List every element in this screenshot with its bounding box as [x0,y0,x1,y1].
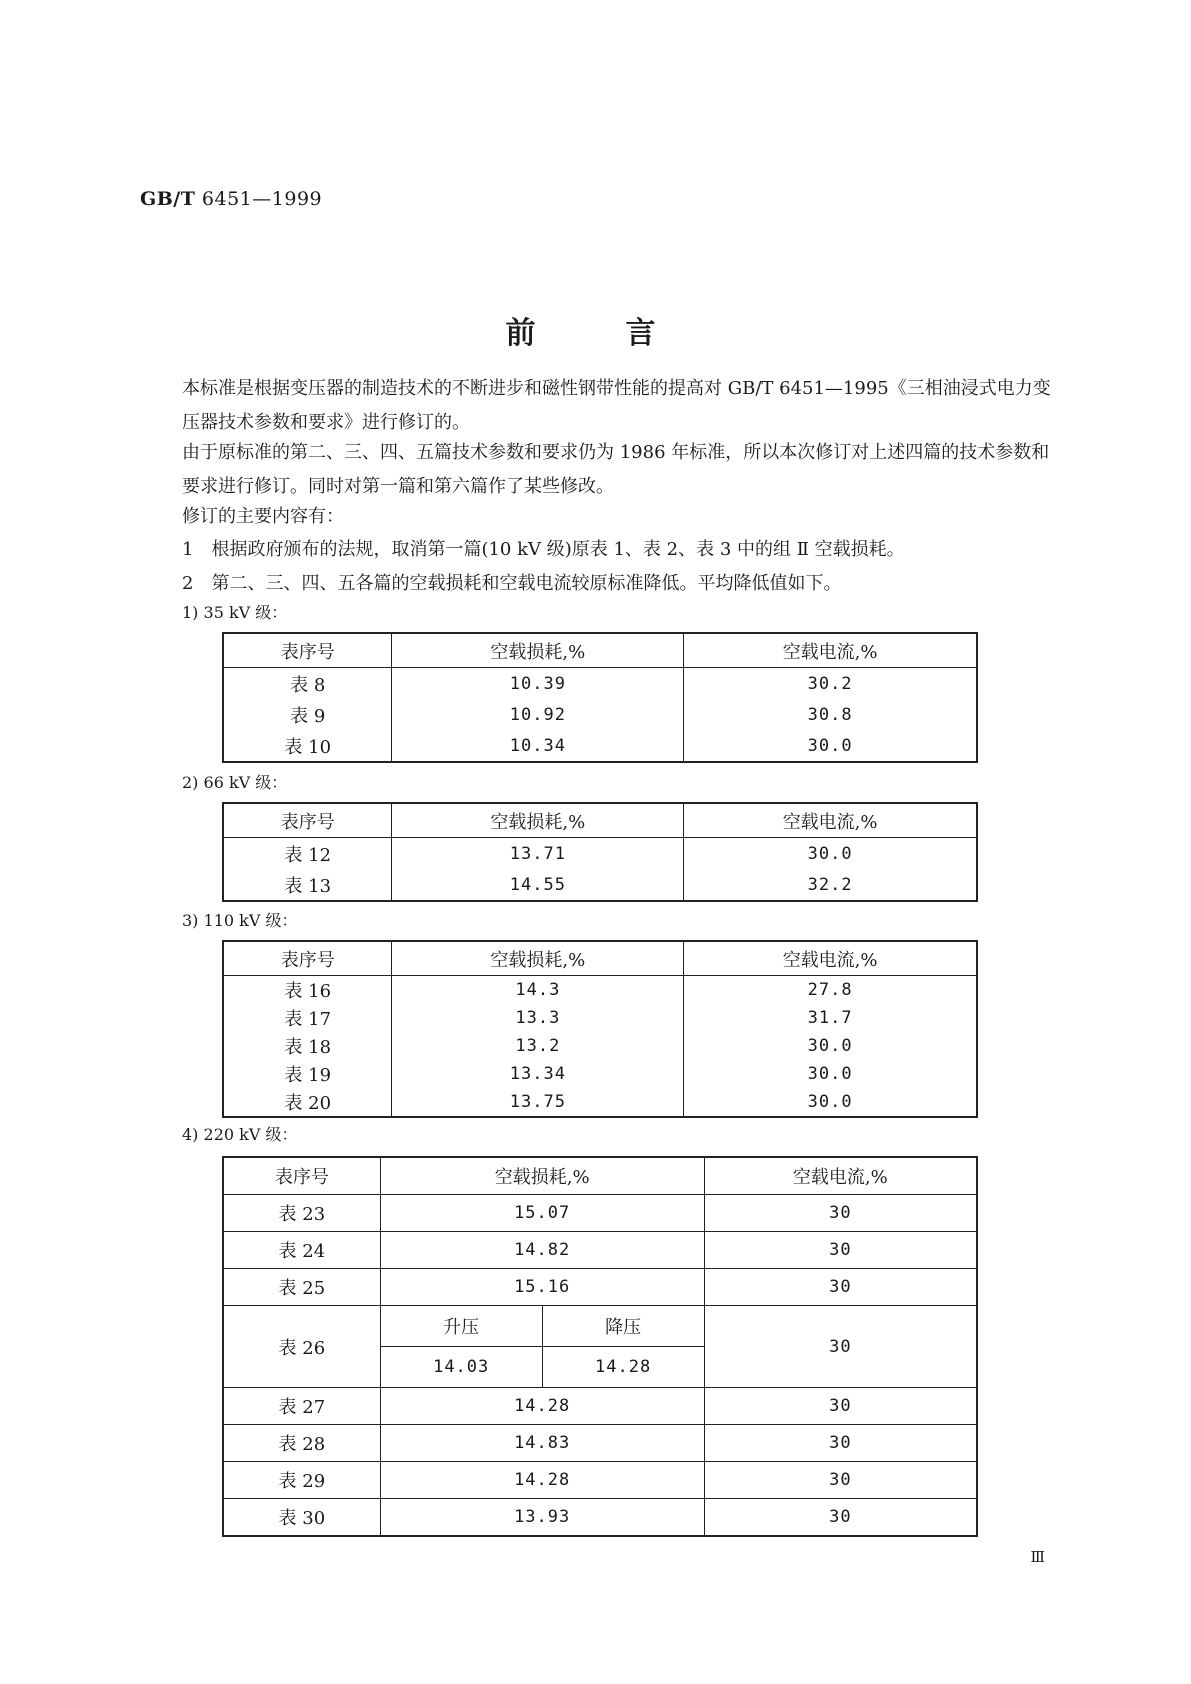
table-row [223,869,977,901]
cell-loss: 10.92 [392,699,684,730]
cell-table-no: 表 9 [223,699,392,730]
split-loss-table [381,1306,704,1387]
cell-current: 30 [704,1425,977,1462]
cell-loss: 15.16 [380,1269,704,1306]
header-noload-current: 空载电流,% [684,803,977,838]
header-noload-loss: 空载损耗,% [392,633,684,668]
cell-current: 30.0 [807,1064,853,1084]
page-number: Ⅲ [1030,1548,1045,1566]
cell-loss: 15.07 [380,1195,704,1232]
table-row [223,1004,977,1032]
cell-current: 30.0 [807,1036,853,1056]
standard-code: GB/T 6451—1999 [140,188,323,210]
cell-table-no: 表 26 [223,1306,380,1388]
cell-table-no: 表 29 [223,1462,380,1499]
table-row [223,1060,977,1088]
header-table-no: 表序号 [223,803,392,838]
section-label-35kv: 1) 35 kV 级： [182,603,288,622]
table-row [223,668,977,700]
paragraph-2: 由于原标准的第二、三、四、五篇技术参数和要求仍为 1986 年标准，所以本次修订对上述四篇的技术参数和要求进行修订。同时对第一篇和第六篇作了某些修改。 [182,442,1050,497]
cell-loss: 14.28 [380,1388,704,1425]
cell-table-no: 表 19 [223,1060,392,1088]
section-label-110kv: 3) 110 kV 级： [182,911,298,930]
cell-current: 30.0 [807,843,853,864]
cell-loss-split [380,1306,704,1388]
cell-loss: 13.75 [392,1088,684,1117]
header-table-no: 表序号 [223,1157,380,1195]
header-noload-current: 空载电流,% [684,941,977,976]
paragraph-3: 修订的主要内容有： [182,506,344,527]
cell-table-no: 表 28 [223,1425,380,1462]
header-table-no: 表序号 [223,633,392,668]
table-row [223,1195,977,1232]
cell-table-no: 表 30 [223,1499,380,1537]
cell-current: 31.7 [807,1008,853,1028]
paragraph-1: 本标准是根据变压器的制造技术的不断进步和磁性钢带性能的提高对 GB/T 6451—1995《三相油浸式电力变压器技术参数和要求》进行修订的。 [182,378,1051,433]
cell-table-no: 表 27 [223,1388,380,1425]
table-row [223,699,977,730]
table-row [223,1269,977,1306]
cell-current: 30 [704,1462,977,1499]
page-title: 前言 [505,316,746,351]
table-row [223,1088,977,1117]
paragraph-5: 2 第二、三、四、五各篇的空载损耗和空载电流较原标准降低。平均降低值如下。 [182,573,842,594]
table-row [223,730,977,762]
section-label-66kv: 2) 66 kV 级： [182,773,288,792]
table-66kv [222,802,978,902]
cell-loss: 14.83 [380,1425,704,1462]
header-noload-loss: 空载损耗,% [392,941,684,976]
table-row [223,1499,977,1537]
cell-current: 32.2 [807,874,853,895]
header-noload-current: 空载电流,% [704,1157,977,1195]
table-row [223,838,977,870]
cell-table-no: 表 16 [223,976,392,1005]
cell-current: 30 [829,1507,852,1527]
cell-current: 30 [704,1388,977,1425]
cell-table-no: 表 17 [223,1004,392,1032]
table-row [223,1306,977,1388]
table-110kv [222,940,978,1118]
step-down-label: 降压 [542,1306,703,1347]
cell-current: 30 [704,1306,977,1388]
cell-current: 30 [704,1269,977,1306]
cell-loss: 14.3 [392,976,684,1005]
cell-loss: 10.34 [392,730,684,762]
table-35kv [222,632,978,763]
cell-current: 30 [704,1232,977,1269]
cell-table-no: 表 23 [223,1195,380,1232]
header-noload-loss: 空载损耗,% [392,803,684,838]
table-row [223,1232,977,1269]
header-table-no: 表序号 [223,941,392,976]
cell-loss: 14.28 [380,1462,704,1499]
cell-table-no: 表 13 [223,869,392,901]
cell-table-no: 表 8 [223,668,392,700]
cell-loss: 10.39 [392,668,684,700]
table-row [223,1388,977,1425]
table-220kv [222,1156,978,1537]
cell-table-no: 表 24 [223,1232,380,1269]
cell-current: 30.8 [807,704,853,725]
step-up-label: 升压 [381,1306,542,1347]
table-row [223,976,977,1005]
header-noload-loss: 空载损耗,% [380,1157,704,1195]
cell-loss: 13.71 [392,838,684,870]
cell-loss: 13.2 [392,1032,684,1060]
table-row [223,1462,977,1499]
cell-loss: 13.93 [380,1499,704,1537]
cell-loss: 14.82 [380,1232,704,1269]
cell-current: 30.0 [807,735,853,756]
cell-loss: 13.3 [392,1004,684,1032]
cell-loss: 13.34 [392,1060,684,1088]
step-down-loss: 14.28 [595,1357,652,1377]
table-row [223,1032,977,1060]
cell-current: 27.8 [807,980,853,1000]
cell-table-no: 表 12 [223,838,392,870]
section-label-220kv: 4) 220 kV 级： [182,1125,298,1144]
table-row [223,1425,977,1462]
cell-current: 30 [704,1195,977,1232]
cell-current: 30.2 [807,673,853,694]
cell-current: 30.0 [807,1092,853,1112]
paragraph-4: 1 根据政府颁布的法规，取消第一篇(10 kV 级)原表 1、表 2、表 3 中的组 Ⅱ 空载损耗。 [182,539,905,560]
cell-loss: 14.55 [392,869,684,901]
cell-table-no: 表 10 [223,730,392,762]
step-up-loss: 14.03 [381,1347,542,1388]
cell-table-no: 表 18 [223,1032,392,1060]
cell-table-no: 表 25 [223,1269,380,1306]
header-noload-current: 空载电流,% [684,633,977,668]
cell-table-no: 表 20 [223,1088,392,1117]
